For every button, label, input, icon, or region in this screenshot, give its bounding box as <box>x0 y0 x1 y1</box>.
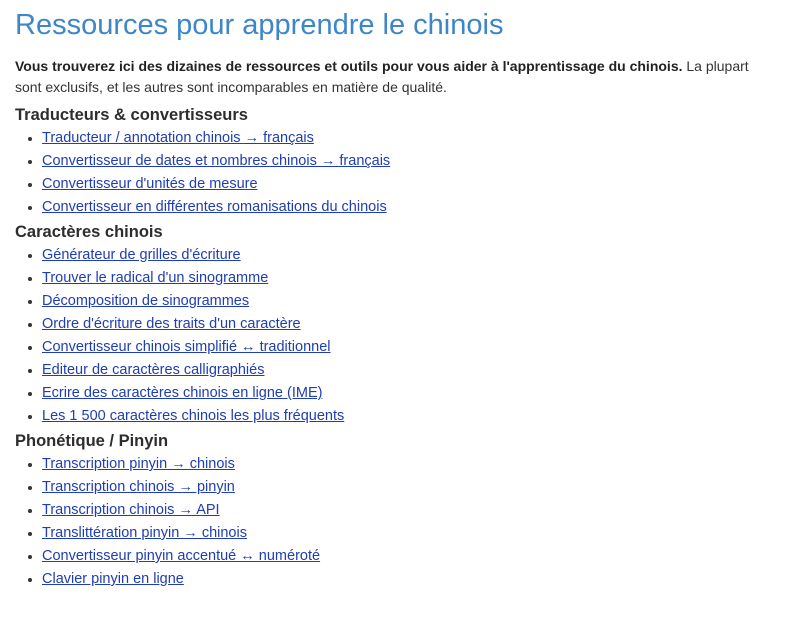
intro-paragraph <box>15 56 772 98</box>
resource-link[interactable]: Générateur de grilles d'écriture <box>42 247 241 263</box>
resource-link[interactable]: Décomposition de sinogrammes <box>42 293 250 309</box>
resource-link[interactable]: Clavier pinyin en ligne <box>42 571 184 587</box>
section-phonetique-pinyin <box>15 432 772 587</box>
resource-link[interactable]: Convertisseur pinyin accentué ↔ numéroté <box>42 548 321 564</box>
resource-link[interactable]: Traducteur / annotation chinois → français <box>42 130 314 146</box>
resource-link[interactable]: Editeur de caractères calligraphiés <box>42 362 265 378</box>
intro-rest-text: La plupart sont exclusifs, et les autres sont incomparables en matière de qualité. <box>15 58 749 95</box>
resource-list-item <box>42 456 772 472</box>
resource-list-item <box>42 339 772 355</box>
resource-list-item <box>42 270 772 286</box>
resource-list-item <box>42 362 772 378</box>
resource-list-item <box>42 571 772 587</box>
resource-link[interactable]: Les 1 500 caractères chinois les plus fréquents <box>42 408 345 424</box>
section-heading-phonetique: Phonétique / Pinyin <box>15 432 169 450</box>
resource-list-item <box>42 502 772 518</box>
resource-list-item <box>42 247 772 263</box>
resource-list-item <box>42 408 772 424</box>
section-traducteurs-convertisseurs <box>15 106 772 215</box>
resource-list-item <box>42 199 772 215</box>
section-heading-traducteurs: Traducteurs & convertisseurs <box>15 106 248 124</box>
resource-link[interactable]: Trouver le radical d'un sinogramme <box>42 270 269 286</box>
resource-link[interactable]: Ecrire des caractères chinois en ligne (IME) <box>42 385 323 401</box>
intro-bold-text: Vous trouverez ici des dizaines de ressources et outils pour vous aider à l'apprentissage du chinois. <box>15 58 683 74</box>
resource-link[interactable]: Convertisseur de dates et nombres chinois → français <box>42 153 391 169</box>
resource-list-item <box>42 316 772 332</box>
resource-list-caracteres <box>15 247 772 424</box>
resource-list-item <box>42 479 772 495</box>
resource-list-item <box>42 525 772 541</box>
resource-link[interactable]: Transcription chinois → API <box>42 502 220 518</box>
resource-link[interactable]: Convertisseur en différentes romanisations du chinois <box>42 199 387 215</box>
resource-link[interactable]: Transcription pinyin → chinois <box>42 456 235 472</box>
page-title: Ressources pour apprendre le chinois <box>15 9 504 41</box>
section-caracteres-chinois <box>15 223 772 424</box>
resource-link[interactable]: Transcription chinois → pinyin <box>42 479 235 495</box>
resource-list-item <box>42 153 772 169</box>
resource-list-phonetique <box>15 456 772 587</box>
resource-link[interactable]: Convertisseur d'unités de mesure <box>42 176 258 192</box>
resource-link[interactable]: Ordre d'écriture des traits d'un caractère <box>42 316 301 332</box>
resource-list-item <box>42 176 772 192</box>
page-content <box>0 8 787 587</box>
section-heading-caracteres: Caractères chinois <box>15 223 163 241</box>
resource-list-item <box>42 130 772 146</box>
resource-list-item <box>42 385 772 401</box>
resource-list-item <box>42 548 772 564</box>
resource-link[interactable]: Translittération pinyin → chinois <box>42 525 247 541</box>
resource-list-traducteurs <box>15 130 772 215</box>
resource-link[interactable]: Convertisseur chinois simplifié ↔ traditionnel <box>42 339 331 355</box>
resource-list-item <box>42 293 772 309</box>
